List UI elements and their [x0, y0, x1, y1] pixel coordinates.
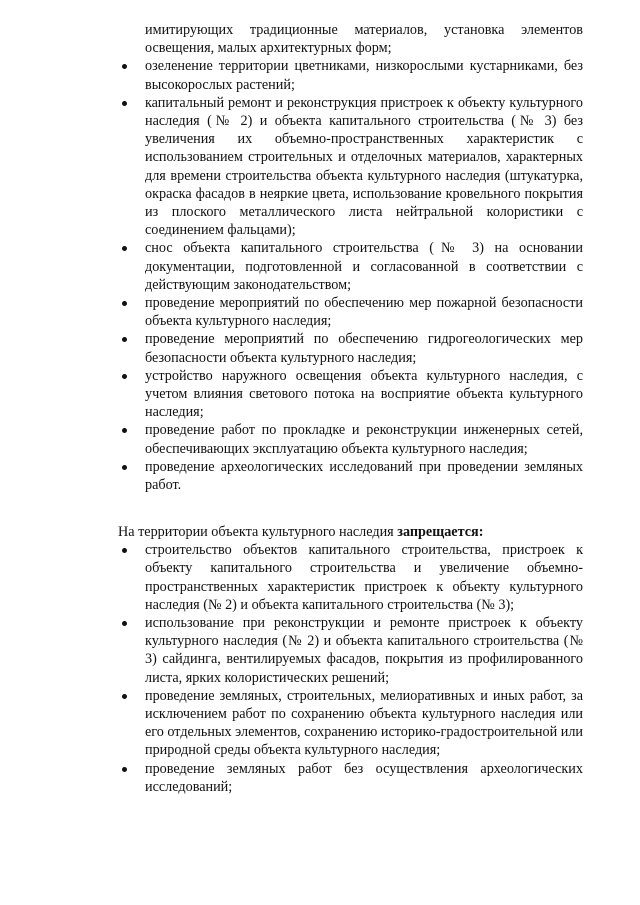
bullet-icon [122, 374, 127, 379]
list-item [118, 294, 583, 330]
bullet-icon [122, 767, 127, 772]
prohibited-intro-text: На территории объекта культурного наследия [118, 524, 394, 540]
allowed-section [118, 21, 583, 494]
bullet-icon [122, 337, 127, 342]
list-item [118, 57, 583, 93]
list-item [118, 541, 583, 614]
list-item [118, 687, 583, 760]
bullet-icon [122, 694, 127, 699]
list-item-text: устройство наружного освещения объекта культурного наследия, с учетом влияния светового потока на восприятие объекта культурного наследия; [145, 367, 583, 421]
bullet-icon [122, 301, 127, 306]
bullet-icon [122, 246, 127, 251]
list-item-text: проведение земляных, строительных, мелиоративных и иных работ, за исключением работ по сохранению объекта культурного наследия или его отдельных элементов, сохранению историко-градостроительной или природной среды объекта культурного наследия; [145, 687, 584, 759]
list-item [118, 421, 583, 457]
list-item-text: использование при реконструкции и ремонте пристроек к объекту культурного наследия (№ 2) и объекта капитального строительства (№ 3) сайдинга, вентилируемых фасадов, покрытия из профилированного листа, ярких колористических решений; [145, 615, 583, 686]
prohibited-section [118, 523, 583, 796]
bullet-icon [122, 465, 127, 470]
list-item [118, 458, 583, 494]
list-item-text: озеленение территории цветниками, низкорослыми кустарниками, без высокорослых растений; [145, 58, 583, 93]
bullet-icon [122, 64, 127, 69]
list-item-text: проведение мероприятий по обеспечению гидрогеологических мер безопасности объекта культурного наследия; [145, 331, 583, 366]
list-item [118, 367, 583, 422]
list-item-text: проведение мероприятий по обеспечению мер пожарной безопасности объекта культурного наследия; [145, 295, 583, 330]
list-item-text: проведение работ по прокладке и реконструкции инженерных сетей, обеспечивающих эксплуатацию объекта культурного наследия; [145, 422, 583, 457]
list-item [118, 760, 583, 796]
bullet-icon [122, 101, 127, 106]
list-item-text: капитальный ремонт и реконструкция пристроек к объекту культурного наследия (№ 2) и объекта капитального строительства (№ 3) без увеличения их объемно-пространственных характеристик с использованием строительных и отделочных материалов, характерных для времени строительства объекта культурного наследия (штукатурка, окраска фасадов в неяркие цвета, использование кровельного покрытия из плоского металлического листа нейтральной колористики с соединением фальцами); [145, 94, 583, 239]
list-item [118, 94, 583, 240]
prohibited-list [118, 541, 583, 796]
allowed-list [118, 57, 583, 494]
list-item-text: строительство объектов капитального строительства, пристроек к объекту капитального строительства и увеличение объемно-пространственных характеристик пристроек к объекту культурного наследия (№ 2) и объекта капитального строительства (№ 3); [145, 542, 583, 613]
list-item-text: снос объекта капитального строительства (№ 3) на основании документации, подготовленной и согласованной в соответствии с действующим законодательством; [145, 240, 583, 293]
list-item-text: проведение археологических исследований при проведении земляных работ. [145, 458, 583, 494]
continued-list-text: имитирующих традиционные материалов, установка элементов освещения, малых архитектурных форм; [145, 22, 583, 57]
list-item [118, 239, 583, 294]
bullet-icon [122, 548, 127, 553]
list-item [118, 330, 583, 366]
prohibited-intro-bold: запрещается: [397, 524, 484, 540]
bullet-icon [122, 428, 127, 433]
list-item [118, 614, 583, 687]
prohibited-intro-paragraph [118, 523, 583, 541]
list-item-text: проведение земляных работ без осуществления археологических исследований; [145, 760, 583, 795]
bullet-icon [122, 621, 127, 626]
